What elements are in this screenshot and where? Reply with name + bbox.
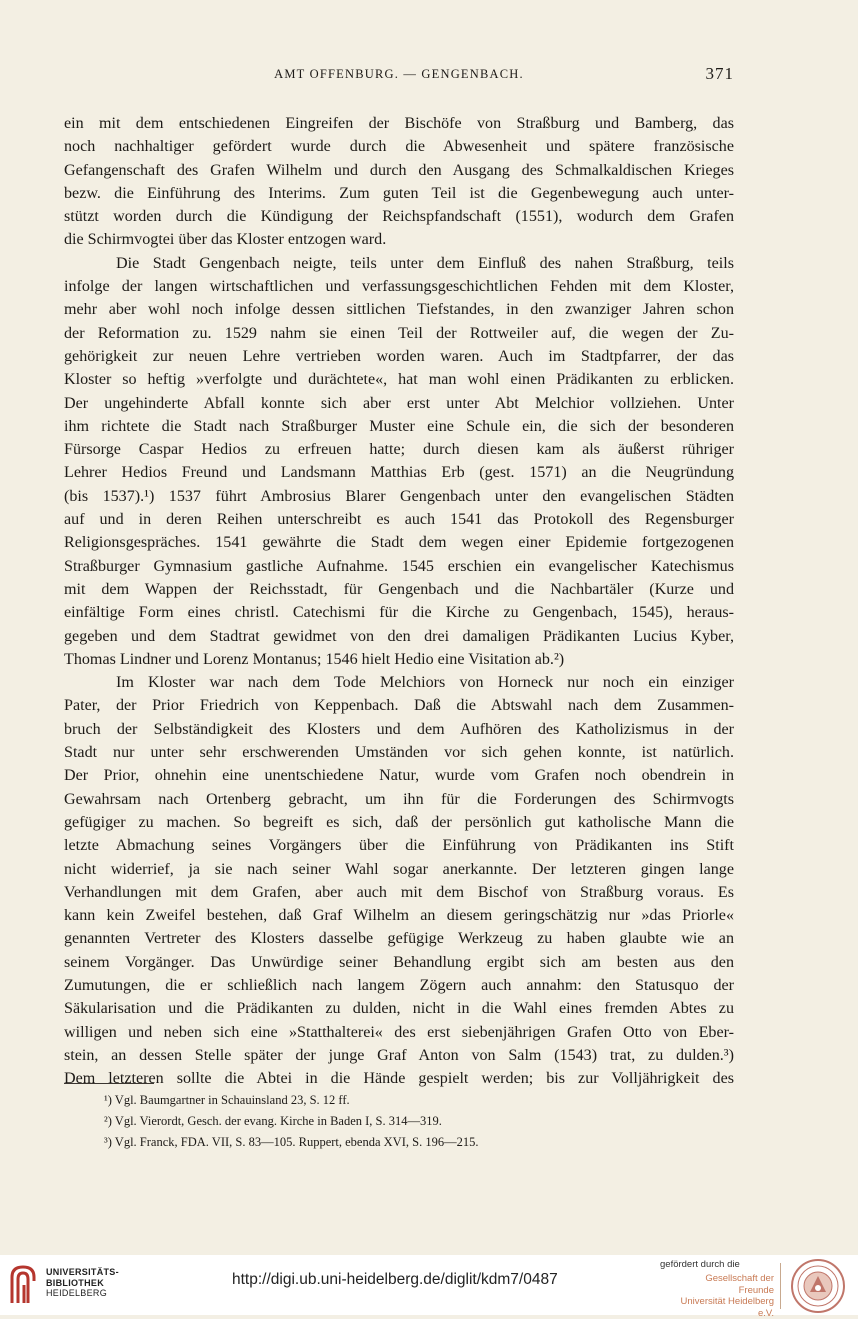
running-title: AMT OFFENBURG. — GENGENBACH.	[274, 67, 524, 81]
text-line: Lehrer Hedios Freund und Landsmann Matthias Erb (gest. 1571) an die Neugründung	[64, 464, 734, 482]
sponsor-name-line: Gesellschaft der Freunde	[705, 1273, 774, 1296]
text-line: letzte Abmachung seines Vorgängers über die Einführung von Prädikanten ins Stift	[64, 837, 734, 855]
footnote-rule	[64, 1083, 154, 1084]
text-line: mit dem Wappen der Reichsstadt, für Gengenbach und die Nachbartäler (Kurze und	[64, 580, 734, 598]
university-library-logo-icon[interactable]	[8, 1263, 38, 1307]
sponsor-divider	[780, 1263, 781, 1309]
text-line: nicht widerrief, ja sie nach seiner Wahl sogar anerkannte. Der letzteren gingen lange	[64, 860, 734, 878]
page-number: 371	[705, 64, 734, 83]
library-name-line: UNIVERSITÄTS-	[46, 1267, 119, 1277]
text-line: Verhandlungen mit dem Grafen, aber auch mit dem Bischof von Straßburg voraus. Es	[64, 883, 734, 901]
library-name-line: BIBLIOTHEK	[46, 1277, 104, 1288]
text-line: auf und in deren Reihen unterschreibt es auch 1541 das Protokoll des Regensburger	[64, 511, 734, 529]
sponsor-name	[668, 1273, 774, 1319]
text-line: Gewahrsam nach Ortenberg gebracht, um ihn für die Forderungen des Schirmvogts	[64, 790, 734, 808]
text-line: infolge der langen wirtschaftlichen und verfassungsgeschichtlichen Fehden mit dem Kloster,	[64, 278, 734, 296]
text-line: Der ungehinderte Abfall konnte sich aber erst unter Abt Melchior vollziehen. Unter	[64, 394, 734, 412]
text-line: Pater, der Prior Friedrich von Keppenbach. Daß die Abtswahl nach dem Zusammen-	[64, 697, 734, 715]
text-line: genannten Vertreter des Klosters dasselbe gefügige Werkzeug zu haben glaubte wie an	[64, 930, 734, 948]
text-line: stein, an dessen Stelle später der junge Graf Anton von Salm (1543) trat, zu dulden.³)	[64, 1046, 734, 1064]
text-line: gegeben und dem Stadtrat gewidmet von den drei damaligen Prädikanten Lucius Kyber,	[64, 627, 734, 645]
text-line: Säkularisation und die Prädikanten zu dulden, nicht in die Wahl eines fremden Abtes zu	[64, 1000, 734, 1018]
text-line: stützt worden durch die Kündigung der Reichspfandschaft (1551), wodurch dem Grafen	[64, 208, 734, 226]
text-line: die Schirmvogtei über das Kloster entzogen ward.	[64, 231, 387, 249]
footnote: ²) Vgl. Vierordt, Gesch. der evang. Kirche in Baden I, S. 314—319.	[104, 1114, 442, 1128]
university-seal-icon[interactable]	[790, 1258, 846, 1314]
text-line: willigen und neben sich eine »Statthalterei« des erst siebenjährigen Grafen Otto von Eber-	[64, 1023, 734, 1041]
footnotes	[104, 1090, 724, 1153]
text-line: Fürsorge Caspar Hedios zu erfreuen hatte; durch diesen kam als äußerst rühriger	[64, 441, 734, 459]
text-line: Der Prior, ohnehin eine unentschiedene Natur, wurde vom Grafen noch obendrein in	[64, 767, 734, 785]
text-line: Im Kloster war nach dem Tode Melchiors von Horneck nur noch ein einziger	[116, 674, 734, 692]
text-line: Religionsgespräches. 1541 gewährte die Stadt dem wegen einer Epidemie fortgezogenen	[64, 534, 734, 552]
text-line: Thomas Lindner und Lorenz Montanus; 1546 hielt Hedio eine Visitation ab.²)	[64, 650, 565, 668]
page-header	[64, 64, 734, 88]
text-line: Dem letzteren sollte die Abtei in die Hände gespielt werden; bis zur Volljährigkeit des	[64, 1070, 734, 1088]
library-name-line: HEIDELBERG	[46, 1288, 108, 1298]
text-line: Zumutungen, die er schließlich nach langem Zögern auch annahm: den Statusquo der	[64, 976, 734, 994]
text-line: der Reformation zu. 1529 nahm sie einen Teil der Rottweiler auf, die wegen der Zu-	[64, 324, 734, 342]
text-line: Gefangenschaft des Grafen Wilhelm und durch den Ausgang des Schmalkaldischen Krieges	[64, 161, 734, 179]
text-line: bezw. die Einführung des Interims. Zum guten Teil ist die Gegenbewegung auch unter-	[64, 184, 734, 202]
text-line: (bis 1537).¹) 1537 führt Ambrosius Blarer Gengenbach unter den evangelischen Städten	[64, 487, 734, 505]
text-line: ein mit dem entschiedenen Eingreifen der Bischöfe von Straßburg und Bamberg, das	[64, 115, 734, 132]
text-line: Die Stadt Gengenbach neigte, teils unter dem Einfluß des nahen Straßburg, teils	[116, 254, 734, 272]
footnote: ¹) Vgl. Baumgartner in Schauinsland 23, S. 12 ff.	[104, 1093, 350, 1107]
text-line: Straßburger Gymnasium gastliche Aufnahme. 1545 erschien ein evangelischer Katechismus	[64, 557, 734, 575]
text-line: seinem Vorgänger. Das Unwürdige seiner Behandlung ergibt sich am besten aus den	[64, 953, 734, 971]
text-line: mehr aber wohl noch infolge dessen sittlichen Tiefstandes, in den zwanziger Jahren schon	[64, 301, 734, 319]
text-line: Stadt nur unter sehr erschwerenden Umständen vor sich gehen konnte, ist natürlich.	[64, 744, 734, 762]
text-line: gefügiger zu machen. So begreift es sich, daß der persönlich gut katholische Mann die	[64, 813, 734, 831]
text-line: bruch der Selbständigkeit des Klosters und dem Aufhören des Katholizismus in der	[64, 720, 734, 738]
body-text	[64, 112, 734, 1090]
footnote: ³) Vgl. Franck, FDA. VII, S. 83—105. Ruppert, ebenda XVI, S. 196—215.	[104, 1135, 479, 1149]
text-line: ihm richtete die Stadt nach Straßburger Muster eine Schule ein, die sich der besonderen	[64, 417, 734, 435]
library-name	[46, 1267, 119, 1299]
sponsor-label: gefördert durch die	[660, 1259, 740, 1270]
permalink-url[interactable]: http://digi.ub.uni-heidelberg.de/diglit/kdm7/0487	[232, 1271, 558, 1288]
text-line: noch nachhaltiger gefördert wurde durch die Abwesenheit und spätere französische	[64, 138, 734, 156]
text-line: gehörigkeit zur neuen Lehre vertrieben worden waren. Auch im Stadtpfarrer, der das	[64, 347, 734, 365]
text-line: kann kein Zweifel bestehen, daß Graf Wilhelm an diesem geringschätzig nur »das Priorle«	[64, 907, 734, 925]
sponsor-name-line: Universität Heidelberg e.V.	[680, 1296, 774, 1319]
text-line: Kloster so heftig »verfolgte und durächtete«, hat man wohl einen Prädikanten zu erblicken.	[64, 371, 734, 389]
viewer-footer	[0, 1255, 858, 1319]
text-line: einfältige Form eines christl. Catechismi für die Kirche zu Gengenbach, 1545), heraus-	[64, 604, 734, 622]
